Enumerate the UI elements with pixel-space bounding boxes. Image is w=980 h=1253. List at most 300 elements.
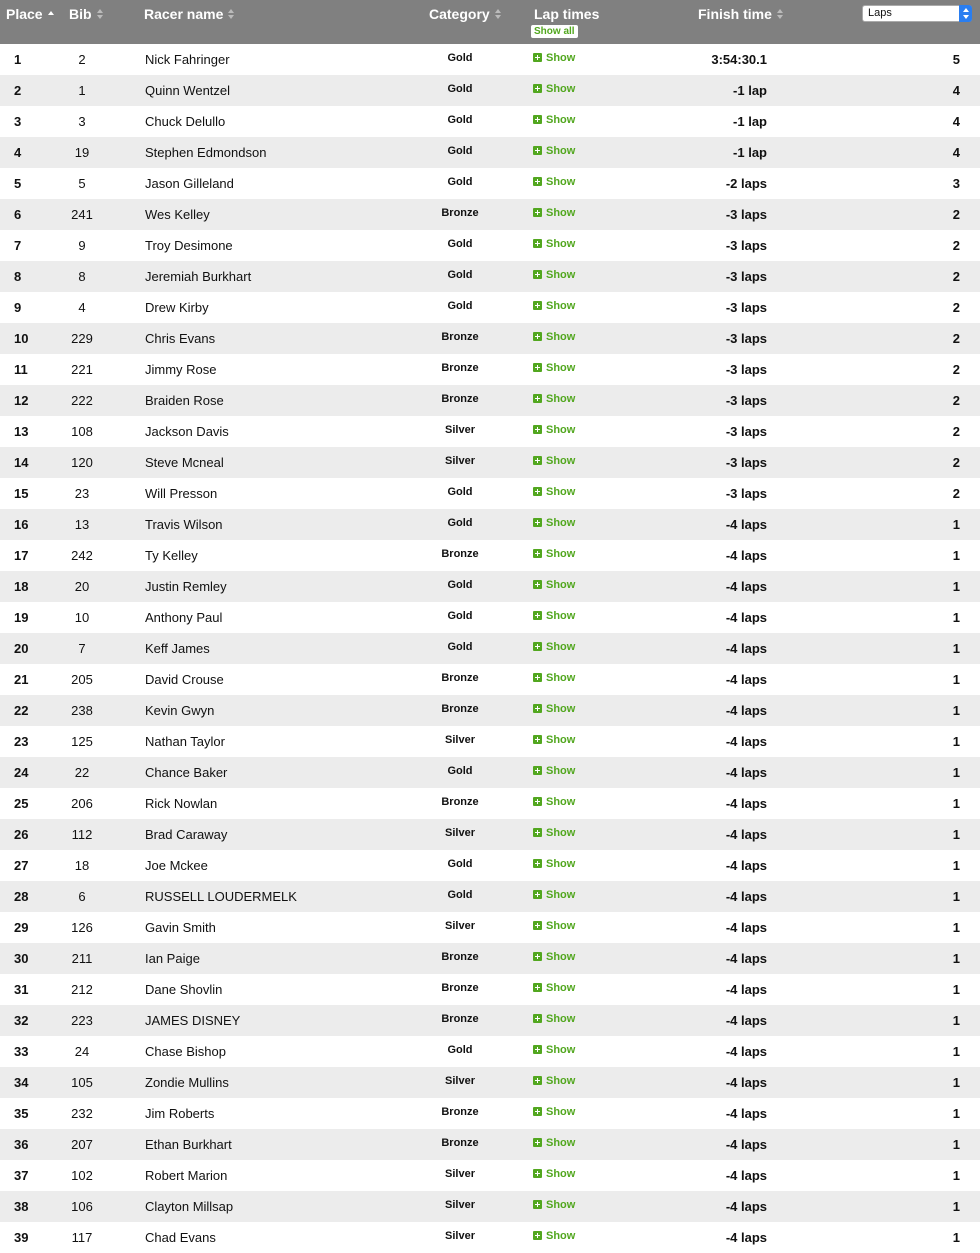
- show-lap-times-button[interactable]: [533, 633, 575, 662]
- plus-icon: [533, 394, 542, 403]
- racer-name-column-header[interactable]: [144, 6, 235, 22]
- racer-name-cell: Wes Kelley: [145, 207, 210, 222]
- table-row: [0, 509, 980, 540]
- finish-time-cell: -3 laps: [725, 269, 767, 284]
- show-lap-times-button[interactable]: [533, 819, 575, 848]
- place-cell: 26: [14, 827, 29, 842]
- finish-time-cell: -4 laps: [725, 982, 767, 997]
- plus-icon: [533, 828, 542, 837]
- racer-name-cell: Chad Evans: [145, 1230, 216, 1245]
- place-cell: 32: [14, 1013, 29, 1028]
- show-lap-times-button[interactable]: [533, 292, 575, 321]
- show-lap-times-button[interactable]: [533, 912, 575, 941]
- laps-cell: 1: [952, 734, 960, 749]
- place-cell: 4: [14, 145, 22, 160]
- table-row: [0, 974, 980, 1005]
- bib-cell: 229: [71, 331, 93, 346]
- racer-name-cell: Travis Wilson: [145, 517, 223, 532]
- category-cell: Silver: [445, 1199, 475, 1211]
- place-cell: 17: [14, 548, 29, 563]
- racer-name-cell: Drew Kirby: [145, 300, 209, 315]
- show-lap-times-button[interactable]: [533, 230, 575, 259]
- table-row: [0, 819, 980, 850]
- laps-cell: 1: [952, 1137, 960, 1152]
- place-cell: 5: [14, 176, 22, 191]
- show-lap-times-button[interactable]: [533, 199, 575, 228]
- show-lap-times-button[interactable]: [533, 416, 575, 445]
- show-label: Show: [546, 579, 576, 591]
- category-cell: Bronze: [441, 982, 479, 994]
- plus-icon: [533, 363, 542, 372]
- plus-icon: [533, 859, 542, 868]
- finish-time-cell: -3 laps: [725, 331, 767, 346]
- finish-time-header-label: Finish time: [698, 6, 772, 22]
- laps-cell: 1: [952, 579, 960, 594]
- plus-icon: [533, 580, 542, 589]
- finish-time-cell: -4 laps: [725, 889, 767, 904]
- racer-name-cell: Ian Paige: [145, 951, 200, 966]
- show-label: Show: [546, 331, 576, 343]
- racer-name-cell: Justin Remley: [145, 579, 227, 594]
- bib-cell: 106: [71, 1199, 93, 1214]
- laps-cell: 2: [952, 300, 960, 315]
- show-label: Show: [546, 610, 576, 622]
- show-label: Show: [546, 982, 576, 994]
- table-row: [0, 757, 980, 788]
- plus-icon: [533, 518, 542, 527]
- show-label: Show: [546, 920, 576, 932]
- category-cell: Bronze: [441, 1137, 479, 1149]
- category-cell: Gold: [447, 114, 473, 126]
- finish-time-cell: 3:54:30.1: [711, 52, 767, 67]
- finish-time-cell: -4 laps: [725, 951, 767, 966]
- finish-time-cell: -1 lap: [733, 145, 767, 160]
- finish-time-cell: -4 laps: [725, 1106, 767, 1121]
- table-row: [0, 726, 980, 757]
- show-lap-times-button[interactable]: [533, 509, 575, 538]
- laps-cell: 1: [952, 765, 960, 780]
- category-cell: Gold: [447, 486, 473, 498]
- show-lap-times-button[interactable]: [533, 540, 575, 569]
- category-cell: Silver: [445, 1230, 475, 1242]
- bib-cell: 22: [74, 765, 90, 780]
- plus-icon: [533, 704, 542, 713]
- laps-cell: 1: [952, 796, 960, 811]
- finish-time-cell: -3 laps: [725, 207, 767, 222]
- show-lap-times-button[interactable]: [533, 75, 575, 104]
- table-row: [0, 1067, 980, 1098]
- plus-icon: [533, 890, 542, 899]
- laps-cell: 1: [952, 920, 960, 935]
- plus-icon: [533, 146, 542, 155]
- table-row: [0, 354, 980, 385]
- laps-cell: 2: [952, 455, 960, 470]
- racer-name-cell: Quinn Wentzel: [145, 83, 231, 98]
- table-row: [0, 137, 980, 168]
- finish-time-cell: -4 laps: [725, 579, 767, 594]
- table-row: [0, 1222, 980, 1253]
- show-label: Show: [546, 83, 576, 95]
- show-label: Show: [546, 1230, 576, 1242]
- show-label: Show: [546, 176, 576, 188]
- laps-cell: 1: [952, 641, 960, 656]
- finish-time-cell: -4 laps: [725, 610, 767, 625]
- laps-cell: 2: [952, 331, 960, 346]
- finish-time-cell: -4 laps: [725, 796, 767, 811]
- show-lap-times-button[interactable]: [533, 1129, 575, 1158]
- plus-icon: [533, 53, 542, 62]
- bib-cell: 205: [71, 672, 93, 687]
- show-lap-times-button[interactable]: [533, 385, 575, 414]
- laps-cell: 1: [952, 858, 960, 873]
- place-cell: 14: [14, 455, 29, 470]
- place-cell: 36: [14, 1137, 29, 1152]
- table-row: [0, 106, 980, 137]
- plus-icon: [533, 1045, 542, 1054]
- bib-column-header[interactable]: [69, 6, 104, 22]
- category-cell: Gold: [447, 176, 473, 188]
- category-cell: Gold: [447, 83, 473, 95]
- category-cell: Bronze: [441, 393, 479, 405]
- category-cell: Silver: [445, 734, 475, 746]
- laps-cell: 1: [952, 703, 960, 718]
- racer-name-cell: Will Presson: [145, 486, 218, 501]
- finish-time-cell: -3 laps: [725, 362, 767, 377]
- show-label: Show: [546, 858, 576, 870]
- racer-name-cell: Zondie Mullins: [145, 1075, 229, 1090]
- table-row: [0, 44, 980, 75]
- finish-time-cell: -4 laps: [725, 672, 767, 687]
- racer-name-cell: Chuck Delullo: [145, 114, 226, 129]
- show-label: Show: [546, 52, 576, 64]
- bib-header-label: Bib: [69, 6, 92, 22]
- racer-name-cell: Keff James: [145, 641, 210, 656]
- place-cell: 9: [14, 300, 22, 315]
- bib-cell: 7: [78, 641, 86, 656]
- table-row: [0, 1191, 980, 1222]
- place-cell: 6: [14, 207, 22, 222]
- racer-name-cell: Jimmy Rose: [145, 362, 217, 377]
- place-cell: 21: [14, 672, 29, 687]
- table-row: [0, 1129, 980, 1160]
- show-lap-times-button[interactable]: [533, 261, 575, 290]
- laps-cell: 1: [952, 1013, 960, 1028]
- category-cell: Silver: [445, 827, 475, 839]
- category-cell: Gold: [447, 1044, 473, 1056]
- category-cell: Gold: [447, 517, 473, 529]
- lap-times-column-header: [534, 6, 599, 22]
- bib-cell: 9: [78, 238, 86, 253]
- bib-cell: 241: [71, 207, 93, 222]
- plus-icon: [533, 84, 542, 93]
- table-row: [0, 230, 980, 261]
- laps-cell: 1: [952, 610, 960, 625]
- category-cell: Gold: [447, 579, 473, 591]
- place-cell: 13: [14, 424, 29, 439]
- laps-cell: 1: [952, 1106, 960, 1121]
- finish-time-cell: -4 laps: [725, 1230, 767, 1245]
- finish-time-cell: -3 laps: [725, 424, 767, 439]
- finish-time-cell: -3 laps: [725, 393, 767, 408]
- show-label: Show: [546, 486, 576, 498]
- show-lap-times-button[interactable]: [533, 943, 575, 972]
- show-lap-times-button[interactable]: [533, 137, 575, 166]
- plus-icon: [533, 735, 542, 744]
- show-lap-times-button[interactable]: [533, 850, 575, 879]
- plus-icon: [533, 1107, 542, 1116]
- bib-cell: 211: [71, 951, 93, 966]
- table-row: [0, 633, 980, 664]
- show-lap-times-button[interactable]: [533, 1067, 575, 1096]
- plus-icon: [533, 921, 542, 930]
- show-lap-times-button[interactable]: [533, 354, 575, 383]
- plus-icon: [533, 177, 542, 186]
- show-label: Show: [546, 1106, 576, 1118]
- place-cell: 10: [14, 331, 29, 346]
- category-cell: Gold: [447, 238, 473, 250]
- finish-time-cell: -3 laps: [725, 238, 767, 253]
- category-cell: Gold: [447, 300, 473, 312]
- category-cell: Gold: [447, 269, 473, 281]
- bib-cell: 1: [78, 83, 86, 98]
- category-cell: Bronze: [441, 1106, 479, 1118]
- bib-cell: 242: [71, 548, 93, 563]
- plus-icon: [533, 1169, 542, 1178]
- show-lap-times-button[interactable]: [533, 571, 575, 600]
- table-row: [0, 292, 980, 323]
- place-cell: 33: [14, 1044, 29, 1059]
- show-label: Show: [546, 1013, 576, 1025]
- racer-name-cell: Clayton Millsap: [145, 1199, 234, 1214]
- show-label: Show: [546, 548, 576, 560]
- plus-icon: [533, 983, 542, 992]
- show-label: Show: [546, 951, 576, 963]
- show-label: Show: [546, 765, 576, 777]
- table-row: [0, 75, 980, 106]
- table-row: [0, 168, 980, 199]
- show-label: Show: [546, 114, 576, 126]
- racer-name-cell: Brad Caraway: [145, 827, 228, 842]
- show-label: Show: [546, 238, 576, 250]
- racer-name-cell: Chase Bishop: [145, 1044, 226, 1059]
- plus-icon: [533, 456, 542, 465]
- racer-name-cell: Kevin Gwyn: [145, 703, 215, 718]
- show-label: Show: [546, 1075, 576, 1087]
- show-lap-times-button[interactable]: [533, 1160, 575, 1189]
- plus-icon: [533, 797, 542, 806]
- table-row: [0, 664, 980, 695]
- sort-icon: [495, 9, 502, 19]
- category-cell: Gold: [447, 765, 473, 777]
- place-cell: 39: [14, 1230, 29, 1245]
- finish-time-cell: -4 laps: [725, 858, 767, 873]
- racer-name-cell: Nathan Taylor: [145, 734, 225, 749]
- laps-cell: 2: [952, 424, 960, 439]
- table-row: [0, 695, 980, 726]
- finish-time-column-header[interactable]: [698, 6, 784, 22]
- bib-cell: 5: [78, 176, 86, 191]
- view-select-dropdown[interactable]: [862, 5, 972, 22]
- table-row: [0, 478, 980, 509]
- plus-icon: [533, 208, 542, 217]
- bib-cell: 238: [71, 703, 93, 718]
- show-lap-times-button[interactable]: [533, 478, 575, 507]
- show-label: Show: [546, 455, 576, 467]
- plus-icon: [533, 301, 542, 310]
- place-cell: 24: [14, 765, 29, 780]
- place-column-header[interactable]: [6, 6, 55, 22]
- bib-cell: 112: [71, 827, 93, 842]
- show-lap-times-button[interactable]: [533, 1222, 575, 1251]
- racer-name-cell: Joe Mckee: [145, 858, 208, 873]
- finish-time-cell: -2 laps: [725, 176, 767, 191]
- show-lap-times-button[interactable]: [533, 1098, 575, 1127]
- finish-time-cell: -4 laps: [725, 765, 767, 780]
- place-cell: 7: [14, 238, 22, 253]
- laps-cell: 4: [952, 114, 960, 129]
- show-label: Show: [546, 269, 576, 281]
- table-row: [0, 850, 980, 881]
- place-cell: 1: [14, 52, 22, 67]
- category-cell: Bronze: [441, 1013, 479, 1025]
- show-lap-times-button[interactable]: [533, 664, 575, 693]
- show-lap-times-button[interactable]: [533, 726, 575, 755]
- bib-cell: 206: [71, 796, 93, 811]
- show-lap-times-button[interactable]: [533, 788, 575, 817]
- table-body: [0, 44, 980, 1253]
- racer-name-header-label: Racer name: [144, 6, 224, 22]
- laps-cell: 2: [952, 393, 960, 408]
- racer-name-cell: Jim Roberts: [145, 1106, 215, 1121]
- category-column-header[interactable]: [429, 6, 502, 22]
- show-label: Show: [546, 641, 576, 653]
- category-cell: Bronze: [441, 703, 479, 715]
- finish-time-cell: -4 laps: [725, 734, 767, 749]
- racer-name-cell: Nick Fahringer: [145, 52, 230, 67]
- category-cell: Gold: [447, 610, 473, 622]
- table-row: [0, 943, 980, 974]
- place-cell: 15: [14, 486, 29, 501]
- show-lap-times-button[interactable]: [533, 323, 575, 352]
- laps-cell: 3: [952, 176, 960, 191]
- place-cell: 22: [14, 703, 29, 718]
- plus-icon: [533, 1076, 542, 1085]
- table-row: [0, 571, 980, 602]
- show-lap-times-button[interactable]: [533, 974, 575, 1003]
- plus-icon: [533, 642, 542, 651]
- bib-cell: 10: [74, 610, 90, 625]
- show-lap-times-button[interactable]: [533, 1191, 575, 1220]
- bib-cell: 207: [71, 1137, 93, 1152]
- category-cell: Bronze: [441, 672, 479, 684]
- table-row: [0, 602, 980, 633]
- show-label: Show: [546, 1044, 576, 1056]
- racer-name-cell: JAMES DISNEY: [145, 1013, 241, 1028]
- bib-cell: 23: [74, 486, 90, 501]
- show-lap-times-button[interactable]: [533, 447, 575, 476]
- category-cell: Silver: [445, 424, 475, 436]
- bib-cell: 2: [78, 52, 86, 67]
- laps-cell: 1: [952, 827, 960, 842]
- show-lap-times-button[interactable]: [533, 757, 575, 786]
- category-cell: Bronze: [441, 796, 479, 808]
- finish-time-cell: -3 laps: [725, 300, 767, 315]
- plus-icon: [533, 239, 542, 248]
- show-label: Show: [546, 300, 576, 312]
- bib-cell: 125: [71, 734, 93, 749]
- finish-time-cell: -4 laps: [725, 1199, 767, 1214]
- racer-name-cell: RUSSELL LOUDERMELK: [145, 889, 297, 904]
- category-cell: Silver: [445, 920, 475, 932]
- racer-name-cell: David Crouse: [145, 672, 224, 687]
- category-cell: Bronze: [441, 548, 479, 560]
- bib-cell: 18: [74, 858, 90, 873]
- laps-cell: 2: [952, 269, 960, 284]
- laps-cell: 4: [952, 83, 960, 98]
- show-lap-times-button[interactable]: [533, 695, 575, 724]
- racer-name-cell: Stephen Edmondson: [145, 145, 267, 160]
- show-all-button[interactable]: Show all: [531, 25, 578, 38]
- table-header: [0, 0, 980, 44]
- racer-name-cell: Ethan Burkhart: [145, 1137, 232, 1152]
- show-lap-times-button[interactable]: [533, 1036, 575, 1065]
- plus-icon: [533, 115, 542, 124]
- table-row: [0, 447, 980, 478]
- show-lap-times-button[interactable]: [533, 44, 575, 73]
- finish-time-cell: -4 laps: [725, 548, 767, 563]
- show-label: Show: [546, 393, 576, 405]
- place-cell: 37: [14, 1168, 29, 1183]
- show-lap-times-button[interactable]: [533, 106, 575, 135]
- show-lap-times-button[interactable]: [533, 881, 575, 910]
- laps-cell: 1: [952, 982, 960, 997]
- place-cell: 27: [14, 858, 29, 873]
- category-cell: Bronze: [441, 207, 479, 219]
- plus-icon: [533, 611, 542, 620]
- finish-time-cell: -4 laps: [725, 641, 767, 656]
- show-label: Show: [546, 703, 576, 715]
- laps-cell: 1: [952, 1075, 960, 1090]
- category-cell: Bronze: [441, 951, 479, 963]
- finish-time-cell: -4 laps: [725, 1075, 767, 1090]
- plus-icon: [533, 673, 542, 682]
- laps-cell: 1: [952, 517, 960, 532]
- place-cell: 23: [14, 734, 29, 749]
- table-row: [0, 1036, 980, 1067]
- laps-cell: 1: [952, 951, 960, 966]
- table-row: [0, 1098, 980, 1129]
- finish-time-cell: -4 laps: [725, 517, 767, 532]
- table-row: [0, 881, 980, 912]
- show-lap-times-button[interactable]: [533, 168, 575, 197]
- finish-time-cell: -1 lap: [733, 83, 767, 98]
- racer-name-cell: Dane Shovlin: [145, 982, 223, 997]
- bib-cell: 120: [71, 455, 93, 470]
- bib-cell: 108: [71, 424, 93, 439]
- show-label: Show: [546, 1199, 576, 1211]
- place-cell: 28: [14, 889, 29, 904]
- show-lap-times-button[interactable]: [533, 1005, 575, 1034]
- place-cell: 20: [14, 641, 29, 656]
- racer-name-cell: Jason Gilleland: [145, 176, 234, 191]
- place-header-label: Place: [6, 6, 43, 22]
- category-cell: Gold: [447, 641, 473, 653]
- show-lap-times-button[interactable]: [533, 602, 575, 631]
- racer-name-cell: Jackson Davis: [145, 424, 229, 439]
- finish-time-cell: -4 laps: [725, 827, 767, 842]
- finish-time-cell: -4 laps: [725, 1168, 767, 1183]
- table-row: [0, 912, 980, 943]
